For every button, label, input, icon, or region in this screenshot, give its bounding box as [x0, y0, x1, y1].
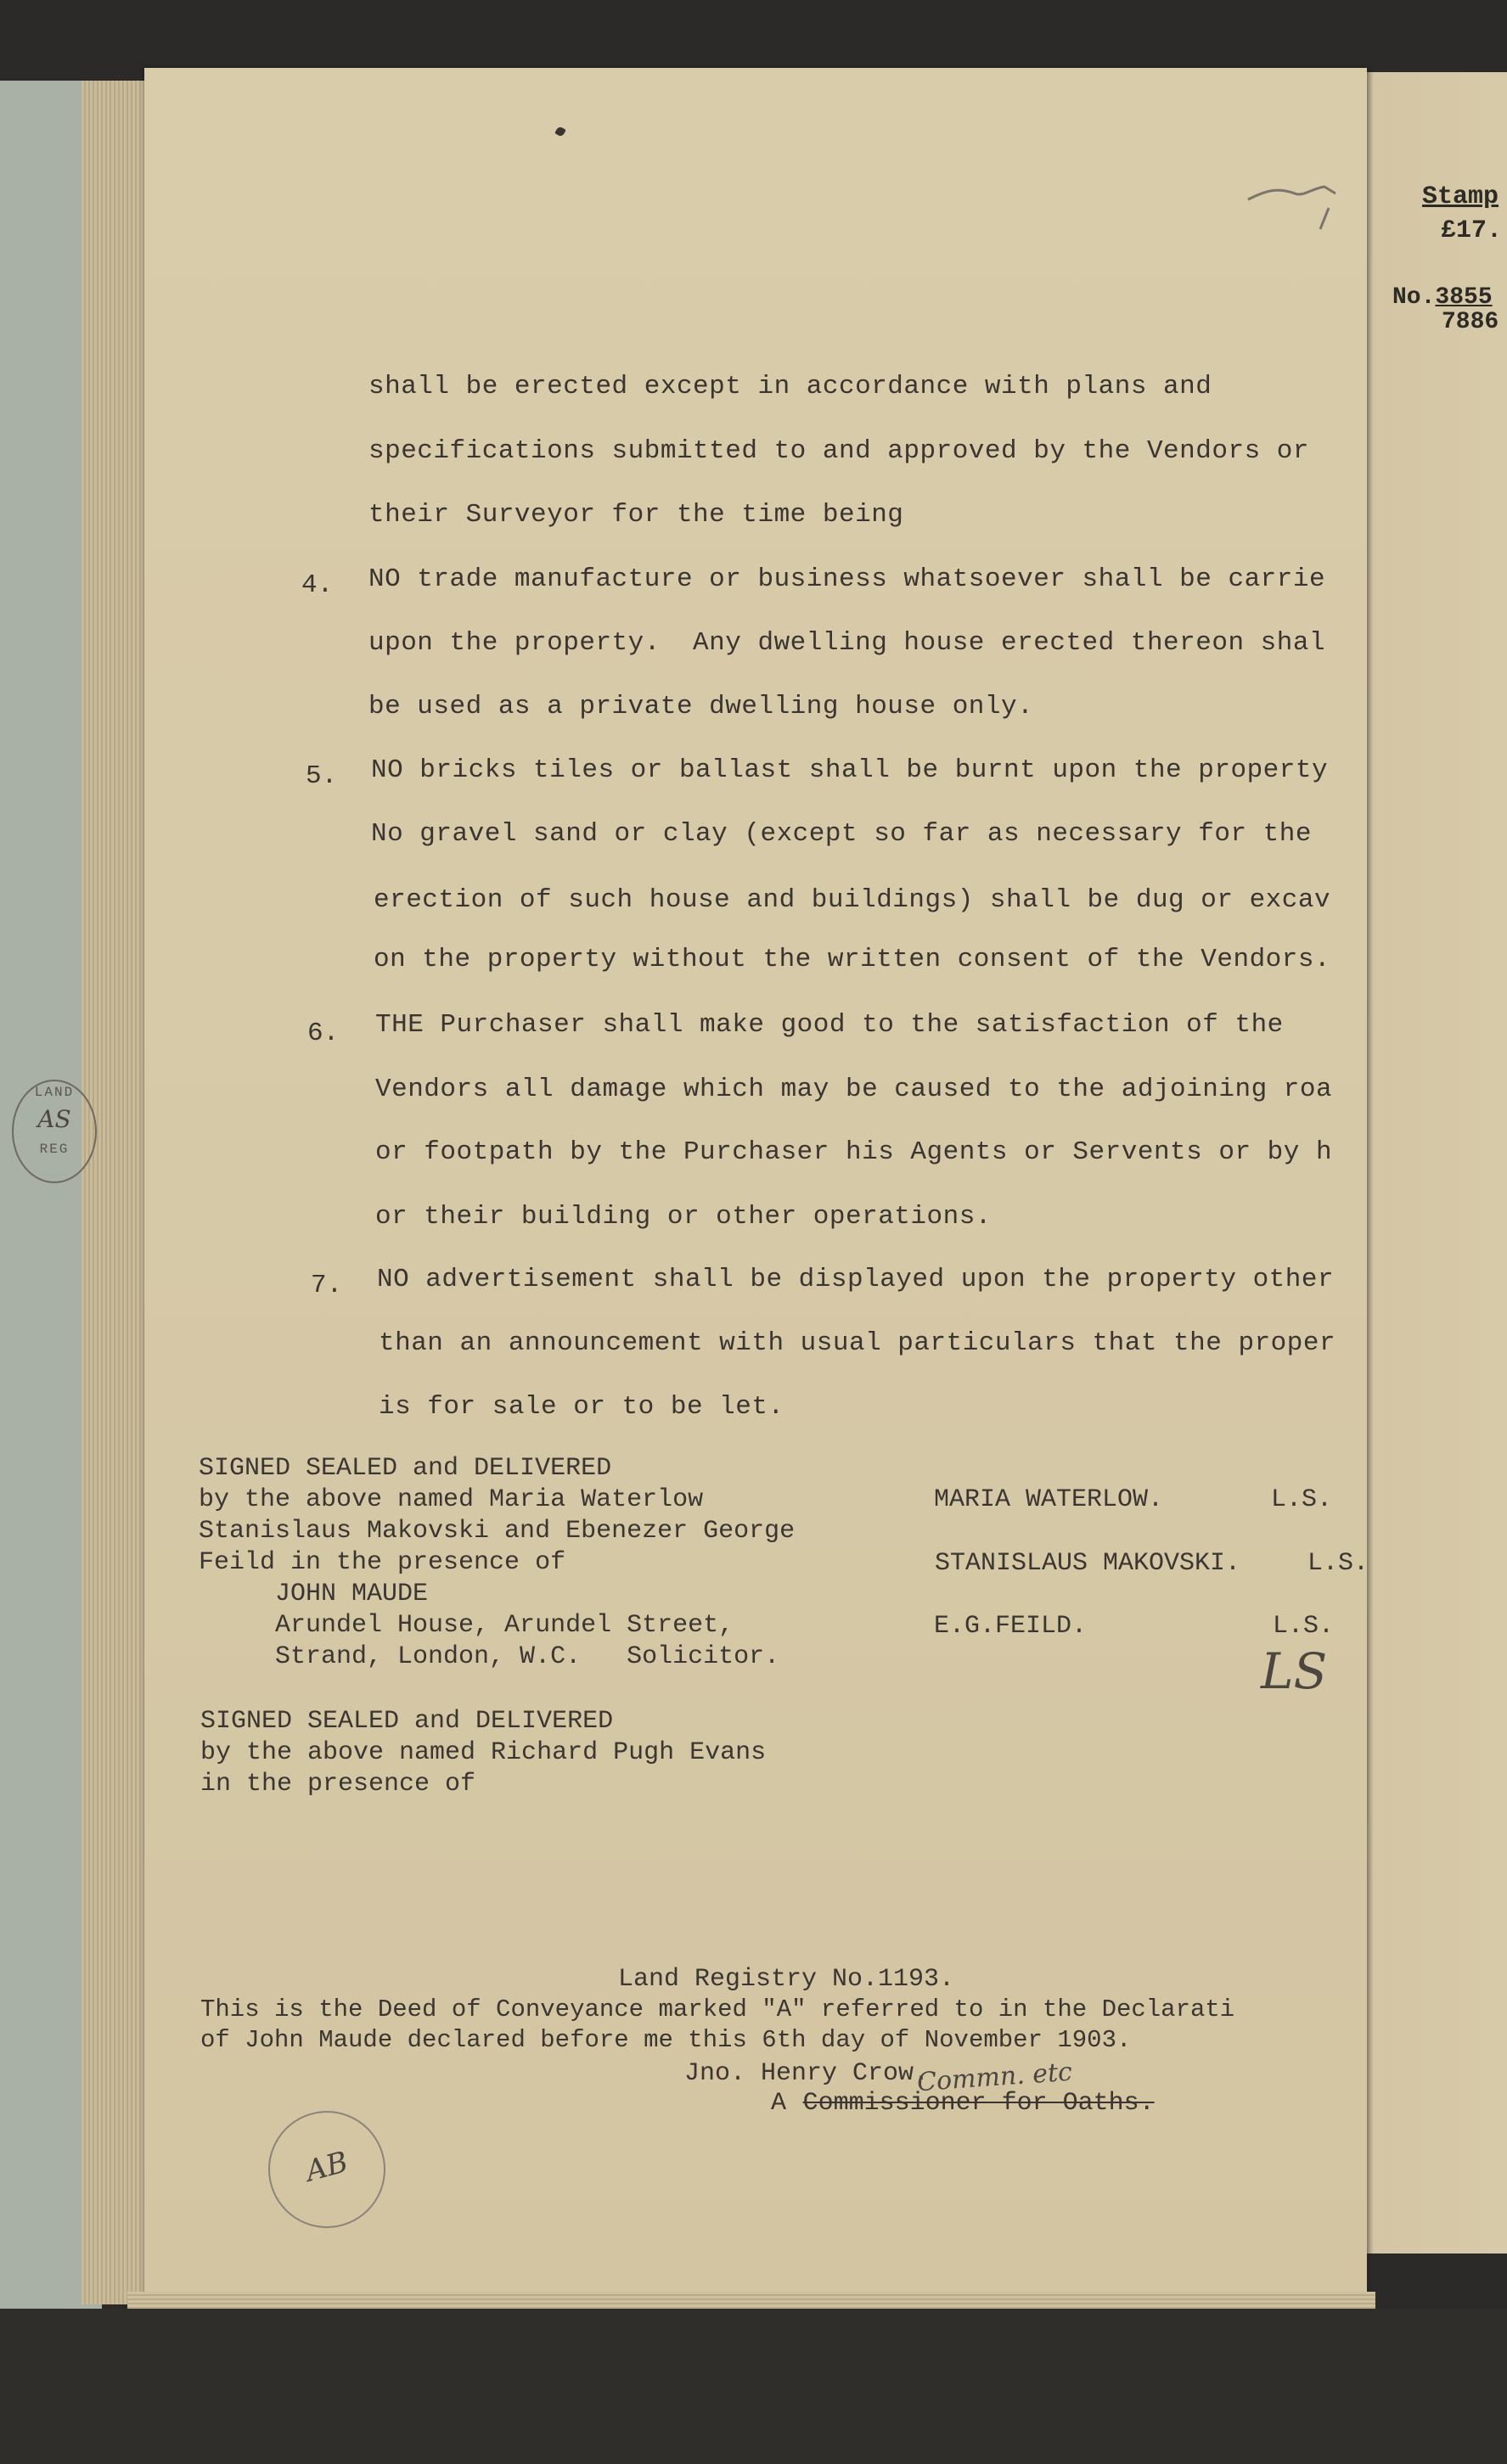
number-top: 3855 [1435, 284, 1493, 311]
registry-line-2: of John Maude declared before me this 6th day of November 1903. [200, 2026, 1132, 2054]
stamp-label: Stamp [1422, 182, 1499, 211]
stamp-left-top: LAND [34, 1085, 75, 1100]
attestation-1-line-5: JOHN MAUDE [199, 1580, 429, 1608]
signatory-name-3: E.G.FEILD. [934, 1612, 1088, 1641]
clause-6-line-3: or footpath by the Purchaser his Agents or Servents or by h [375, 1137, 1333, 1167]
attestation-2-line-1: SIGNED SEALED and DELIVERED [200, 1707, 614, 1736]
attestation-1-line-2: by the above named Maria Waterlow [199, 1485, 704, 1514]
body-line-3: their Surveyor for the time being [368, 500, 904, 530]
binding-background [0, 2309, 1507, 2464]
clause-4-line-3: be used as a private dwelling house only. [368, 692, 1034, 721]
clause-4-line-2: upon the property. Any dwelling house erected thereon shal [368, 628, 1326, 658]
clause-7-line-3: is for sale or to be let. [379, 1392, 784, 1422]
registry-signer: Jno. Henry Crow. [684, 2059, 930, 2088]
clause-5-line-2: No gravel sand or clay (except so far as necessary for the [371, 819, 1312, 849]
page-stack-edges [82, 81, 149, 2304]
attestation-block-1 [199, 1456, 795, 1675]
signatory-seal-1: L.S. [1271, 1485, 1333, 1514]
land-registry-stamp-left [12, 1080, 97, 1183]
clause-number-5: 5. [306, 761, 338, 791]
registry-role-handwritten: Commn. etc [916, 2057, 1073, 2098]
clause-6-line-1: THE Purchaser shall make good to the satisfaction of the [375, 1010, 1284, 1040]
body-line-1: shall be erected except in accordance with plans and [368, 372, 1212, 401]
registry-line-1: This is the Deed of Conveyance marked "A" referred to in the Declarati [200, 1995, 1235, 2023]
land-registry-stamp-bottom [268, 2111, 385, 2228]
clause-5-line-1: NO bricks tiles or ballast shall be burnt upon the property [371, 755, 1329, 785]
attestation-2-line-2: by the above named Richard Pugh Evans [200, 1738, 767, 1767]
stamp-left-bottom: REG [39, 1142, 70, 1157]
clause-6-line-2: Vendors all damage which may be caused to the adjoining roa [375, 1075, 1333, 1104]
stamp-amount: £17. [1441, 216, 1503, 245]
handwritten-seal-mark: LS [1261, 1642, 1328, 1700]
attestation-1-line-7: Strand, London, W.C. Solicitor. [199, 1642, 780, 1671]
stamp-bottom-initials: AB [301, 2145, 352, 2189]
clause-6-line-4: or their building or other operations. [375, 1202, 992, 1232]
clause-number-4: 4. [301, 570, 334, 600]
signatory-name-1: MARIA WATERLOW. [934, 1485, 1164, 1514]
signatory-name-2: STANISLAUS MAKOVSKI. [935, 1549, 1241, 1578]
attestation-1-line-1: SIGNED SEALED and DELIVERED [199, 1454, 612, 1483]
pencil-scribble-top-right [1244, 170, 1346, 238]
clause-5-line-3: erection of such house and buildings) shall be dug or excav [374, 885, 1331, 915]
clause-number-6: 6. [307, 1019, 340, 1048]
clause-4-line-1: NO trade manufacture or business whatsoever shall be carrie [368, 564, 1326, 594]
clause-7-line-1: NO advertisement shall be displayed upon the property other [377, 1265, 1335, 1294]
attestation-1-line-6: Arundel House, Arundel Street, [199, 1611, 734, 1640]
signatory-seal-3: L.S. [1273, 1612, 1335, 1641]
registry-title: Land Registry No.1193. [618, 1965, 955, 1994]
registry-role-prefix: A [771, 2089, 787, 2118]
registry-role-struck: Commissioner for Oaths. [802, 2089, 1155, 2118]
signatory-seal-2: L.S. [1307, 1549, 1369, 1578]
attestation-block-2 [200, 1709, 766, 1803]
stamp-left-initials: AS [37, 1105, 71, 1133]
number-label: No. [1392, 284, 1436, 311]
number-bottom: 7886 [1442, 309, 1499, 335]
attestation-1-line-3: Stanislaus Makovski and Ebenezer George [199, 1517, 796, 1546]
clause-7-line-2: than an announcement with usual particulars that the proper [379, 1328, 1336, 1358]
attestation-2-line-3: in the presence of [200, 1770, 476, 1799]
clause-5-line-4: on the property without the written consent of the Vendors. [374, 945, 1331, 974]
stamp-duty-box [1422, 182, 1507, 245]
clause-number-7: 7. [311, 1271, 343, 1300]
body-line-2: specifications submitted to and approved by the Vendors or [368, 436, 1309, 466]
adjacent-page-right [1365, 72, 1507, 2254]
attestation-1-line-4: Feild in the presence of [199, 1548, 566, 1577]
document-number-box [1392, 284, 1507, 335]
